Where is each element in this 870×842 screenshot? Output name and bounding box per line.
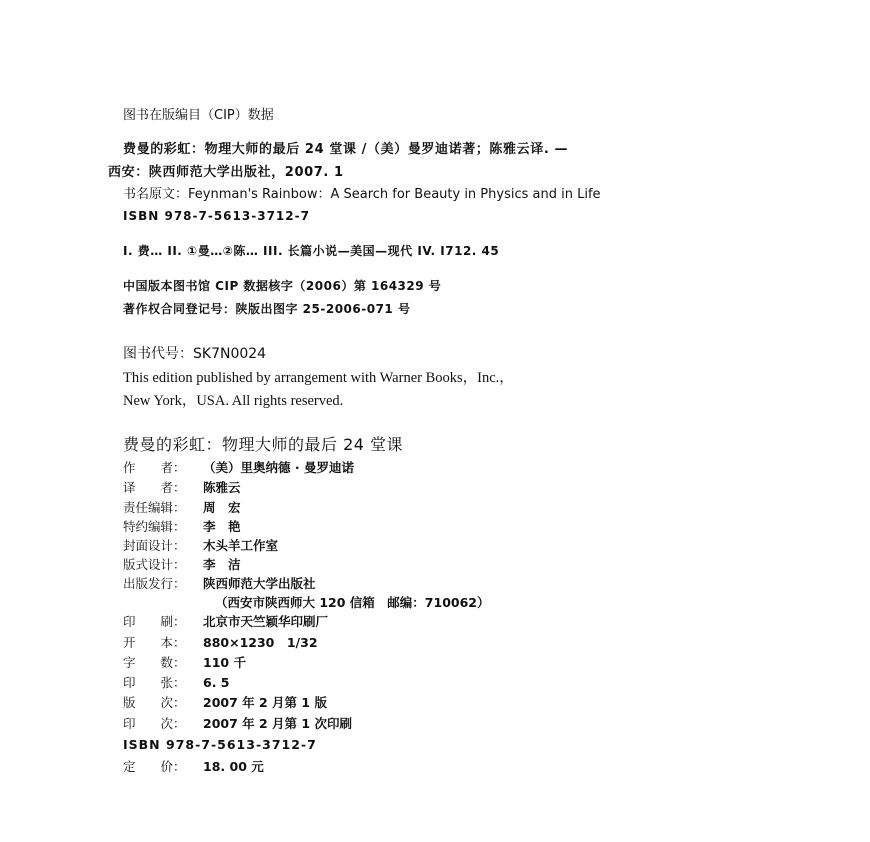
- row-label: 版式设计：: [123, 557, 186, 572]
- row-label: 特约编辑：: [123, 519, 186, 534]
- row-value: （美）里奥纳德 · 曼罗迪诺: [203, 460, 354, 475]
- row-label: 作 者：: [123, 460, 186, 475]
- colophon-row-author: [123, 462, 354, 475]
- cip-title-line1: 费曼的彩虹：物理大师的最后 24 堂课 /（美）曼罗迪诺著；陈雅云译. —: [123, 142, 569, 157]
- cip-classification: I. 费… II. ①曼…②陈… III. 长篇小说—美国—现代 IV. I712. 45: [123, 244, 500, 258]
- colophon-row-price: [123, 761, 264, 774]
- row-label: 译 者：: [123, 480, 186, 495]
- row-value: 880×1230 1/32: [203, 635, 318, 650]
- colophon-title: 费曼的彩虹：物理大师的最后 24 堂课: [123, 435, 404, 454]
- row-value: 木头羊工作室: [203, 538, 279, 553]
- cip-title-line2: 西安：陕西师范大学出版社，2007. 1: [108, 165, 344, 180]
- row-label: 开 本：: [123, 635, 186, 650]
- row-value: 李 艳: [203, 519, 241, 534]
- row-label: 版 次：: [123, 695, 186, 710]
- row-label: 封面设计：: [123, 538, 186, 553]
- row-label: 定 价：: [123, 759, 186, 774]
- colophon-row-publisher: [123, 578, 316, 591]
- price-value: 18. 00 元: [203, 759, 264, 774]
- cip-header: 图书在版编目（CIP）数据: [123, 108, 274, 123]
- cip-record: 中国版本图书馆 CIP 数据核字（2006）第 164329 号: [123, 279, 442, 293]
- row-label: 印 次：: [123, 716, 186, 731]
- cip-isbn: ISBN 978-7-5613-3712-7: [123, 209, 310, 223]
- book-code: 图书代号：SK7N0024: [123, 346, 267, 362]
- colophon-row-format: [123, 637, 318, 650]
- colophon-row-word-count: [123, 657, 246, 670]
- edition-note-line1: This edition published by arrangement with Warner Books，Inc.，: [123, 370, 514, 386]
- cip-original-title: 书名原文：Feynman's Rainbow：A Search for Beauty in Physics and in Life: [123, 187, 601, 202]
- row-value: 周 宏: [203, 500, 241, 515]
- colophon-row-editor: [123, 502, 241, 515]
- row-value: 陕西师范大学出版社: [203, 576, 316, 591]
- colophon-row-translator: [123, 482, 241, 495]
- row-label: 印 张：: [123, 675, 186, 690]
- colophon-isbn: ISBN 978-7-5613-3712-7: [123, 737, 317, 752]
- colophon-row-printer: [123, 616, 328, 629]
- colophon-row-special-editor: [123, 521, 241, 534]
- colophon-row-edition: [123, 697, 327, 710]
- row-value: 陈雅云: [203, 480, 241, 495]
- copyright-registration: 著作权合同登记号：陕版出图字 25-2006-071 号: [123, 302, 411, 316]
- row-value: 2007 年 2 月第 1 次印刷: [203, 716, 352, 731]
- edition-note-line2: New York，USA. All rights reserved.: [123, 393, 344, 409]
- publisher-address: （西安市陕西师大 120 信箱 邮编：710062）: [215, 595, 490, 610]
- row-label: 出版发行：: [123, 576, 186, 591]
- colophon-row-sheets: [123, 677, 230, 690]
- row-value: 6. 5: [203, 675, 230, 690]
- row-label: 责任编辑：: [123, 500, 186, 515]
- colophon-row-printing: [123, 718, 352, 731]
- row-label: 印 刷：: [123, 614, 186, 629]
- row-value: 2007 年 2 月第 1 版: [203, 695, 327, 710]
- colophon-row-cover-design: [123, 540, 278, 553]
- row-value: 110 千: [203, 655, 246, 670]
- row-label: 字 数：: [123, 655, 186, 670]
- colophon-row-layout-design: [123, 559, 241, 572]
- row-value: 北京市天竺颖华印刷厂: [203, 614, 329, 629]
- row-value: 李 洁: [203, 557, 241, 572]
